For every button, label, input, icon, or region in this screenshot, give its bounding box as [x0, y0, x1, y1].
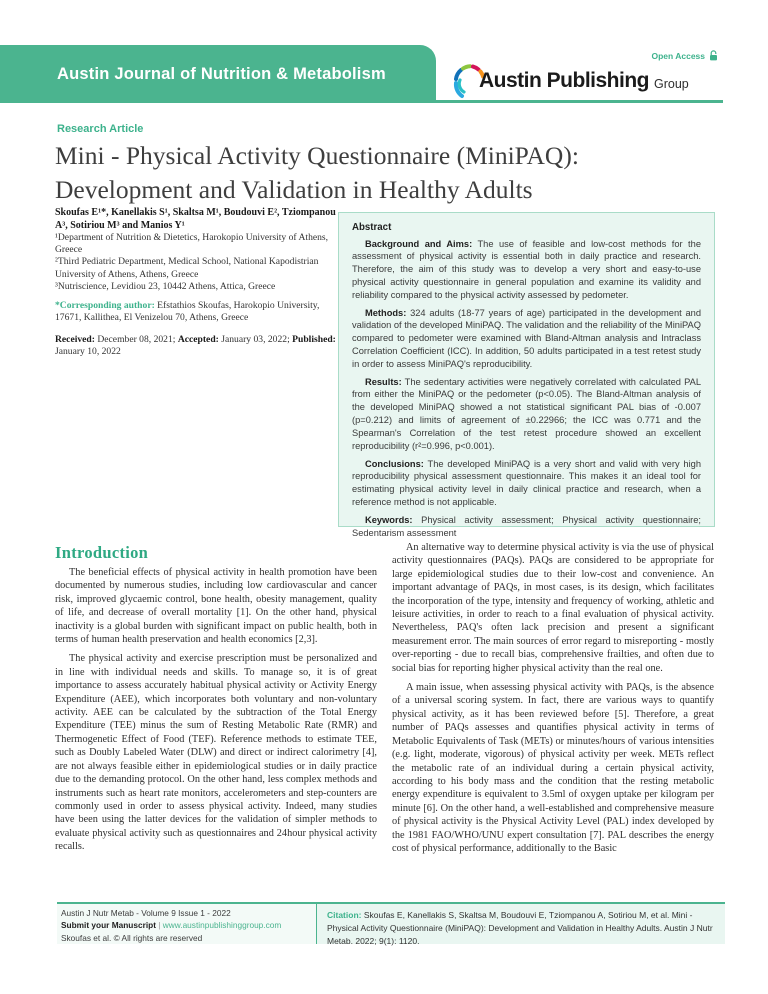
body-column-left [55, 566, 377, 854]
publisher-url-link[interactable]: www.austinpublishinggroup.com [162, 920, 282, 931]
published-value: January 10, 2022 [55, 346, 121, 358]
abstract-results-label: Results: [365, 376, 402, 387]
article-dates [55, 334, 345, 359]
footer-rights-line: Skoufas et al. © All rights are reserved [61, 932, 203, 943]
affiliation-2: ²Third Pediatric Department, Medical School, National Kapodistrian University of Athens, Athens, Greece [55, 256, 319, 280]
abstract-background [352, 238, 701, 303]
abstract-results [352, 376, 701, 453]
abstract-heading: Abstract [352, 222, 392, 233]
publisher-name: Austin Publishing [479, 69, 649, 92]
intro-paragraph-3: An alternative way to determine physical activity is via the use of physical activity questionnaires (PAQs). PAQs are considered to be appropriate for large epidemiological studies due to their low-cost and convenience. An important advantage of PAQs, in most cases, is its design, which facilitates the incorporation of the type, intensity and frequency of working, athletic and leisure activities, in order to reach to a final evaluation of physical activity. Nevertheless, PAQ's often lack precision and present a significant measurement error. The main sources of error regard to misreporting - mostly over-reporting - due to recall bias, comprehensive frailties, and often due to social bias for reporting higher physical activity than the real one. [392, 542, 714, 674]
abstract-conclusions-label: Conclusions: [365, 458, 424, 469]
abstract-keywords-label: Keywords: [365, 514, 413, 525]
submit-manuscript-label: Submit your Manuscript [61, 920, 156, 931]
abstract-methods-text: 324 adults (18-77 years of age) participated in the development and validation of the developed MiniPAQ. The validation and the reliability of the MiniPAQ compared to pedometer were examined with Bland-Altman analysis and Intraclass Correlation Coefficient (ICC). In addition, 50 adults participated in a test retest study in order to assess MiniPAQ's reproducibility. [352, 307, 701, 370]
corresponding-author-text: Efstathios Skoufas, Harokopio University, 17671, Kallithea, El Venizelou 70, Athens, Greece [55, 300, 320, 324]
footer-left-block [61, 907, 311, 944]
abstract-box [338, 212, 715, 538]
intro-paragraph-4: A main issue, when assessing physical activity with PAQs, is the absence of a universal scoring system. In fact, there are various ways to quantify physical activity, as it has been reviewed before [5]. Therefore, a great number of PAQs assesses and quantifies physical activity in terms of Metabolic Equivalents of Task (METs) or minutes/hours of various intensities (e.g. light, moderate, vigorous) of physical activity per week. METs reflect the metabolic rate of an individual during a certain physical activity, according to his body mass and the condition that the resting metabolic energy expenditure is equivalent to 3.5ml of oxygen uptake per kilogram per minute [6]. On the other hand, a well-established and comprehensive measure of physical activity is the Physical Activity Level (PAL) index developed by the 1981 FAO/WHO/UNU expert consultation [7]. PAL describes the energy cost of physical performance, additionally to the Basic [392, 682, 714, 854]
affiliation-3: ³Nutriscience, Levidiou 23, 10442 Athens, Attica, Greece [55, 280, 276, 292]
intro-paragraph-2: The physical activity and exercise prescription must be personalized and in line with individual needs and skills. To manage so, it is of great importance to assess accurately habitual physical activity or Activity Energy Expenditure (AEE), which incorporates both voluntary and non-voluntary activity. AEE can be calculated by the subtraction of the Total Energy Expenditure (TEE) minus the sum of Resting Metabolic Rate (RMR) and Thermogenetic Effect of Food (TEF). Reference methods to estimate TEE, such as Doubly Labeled Water (DLW) and direct or indirect calorimetry [4], are not always feasible either in epidemiological studies or in daily practice due to the demanding protocol. On the other hand, less complex methods and instruments such as heart rate monitors, accelerometers and step-counters are commonly used in order to assess physical activity. Indeed, many studies have been using the latter devices for the validation of simpler methods to evaluate physical activity such as questionnaires and 24hour physical activity recalls. [55, 653, 377, 853]
open-lock-icon [709, 50, 718, 61]
accepted-label: Accepted: [177, 333, 219, 345]
publisher-suffix: Group [654, 77, 689, 91]
page-footer [57, 902, 725, 944]
article-type-label: Research Article [57, 123, 144, 135]
author-names: Skoufas E¹*, Kanellakis S¹, Skaltsa M¹, Boudouvi E², Tziompanou A³, Sotiriou M³ and Manios Y¹ [55, 207, 336, 231]
open-access-label: Open Access [651, 50, 705, 61]
citation-box [316, 904, 725, 944]
corresponding-author-label: *Corresponding author: [55, 300, 155, 312]
footer-separator: | [158, 920, 161, 931]
body-column-right [392, 541, 714, 855]
publisher-logo[interactable] [452, 63, 724, 99]
journal-banner [0, 45, 436, 103]
received-value: December 08, 2021; [94, 333, 178, 345]
affiliation-1: ¹Department of Nutrition & Dietetics, Harokopio University of Athens, Greece [55, 232, 329, 256]
abstract-background-text: The use of feasible and low-cost methods for the assessment of physical activity is essential both in daily practice and research. Therefore, the aim of this study was to develop a very short and easy-to-use physical activity questionnaire in general population and examine its validity and reliability compared to the physical activity assessed by pedometer. [352, 238, 701, 301]
citation-label: Citation: [327, 910, 362, 920]
corresponding-author [55, 300, 345, 325]
intro-paragraph-1: The beneficial effects of physical activity in health promotion have been documented by numerous studies, including low cardiovascular and cancer risk, improved glycaemic control, bone health, obesity management, quality of life, and decrease of overall mortality [1]. On the other hand, physical inactivity is a global burden with significant impact on public health, both in terms of human health preservation and health economics [2,3]. [55, 567, 377, 646]
abstract-conclusions [352, 458, 701, 510]
authors-block [55, 206, 345, 359]
abstract-keywords [352, 514, 701, 540]
journal-title: Austin Journal of Nutrition & Metabolism [57, 64, 386, 83]
header-divider [436, 100, 723, 103]
footer-journal-line: Austin J Nutr Metab - Volume 9 Issue 1 - 2022 [61, 908, 231, 918]
abstract-background-label: Background and Aims: [365, 238, 473, 249]
abstract-methods-label: Methods: [365, 307, 407, 318]
footer-submit-line [61, 919, 311, 931]
accepted-value: January 03, 2022; [218, 333, 293, 345]
abstract-results-text: The sedentary activities were negatively correlated with calculated PAL from either the MiniPAQ or the pedometer (p<0.05). The Bland-Altman analysis of the developed MiniPAQ showed a not statistical significant PAL bias of -0.007 (p=0.212) and limits of agreement of ±0.22966; the ICC was 0.771 and the Spearman's Correlation of the test retest procedure showed an excellent reproducibility (r²=0.996, p<0.001). [352, 376, 701, 452]
introduction-heading: Introduction [55, 543, 149, 562]
article-title: Mini - Physical Activity Questionnaire (MiniPAQ): Development and Validation in Healthy Adults [55, 141, 579, 204]
abstract-conclusions-text: The developed MiniPAQ is a very short and valid with very high reproducibility physical assessment questionnaire. This makes it an ideal tool for estimating physical activity level in daily clinical practice and research, when a reference method is not applicable. [352, 458, 701, 508]
received-label: Received: [55, 333, 95, 345]
citation-text: Skoufas E, Kanellakis S, Skaltsa M, Boudouvi E, Tziompanou A, Sotiriou M, et al. Mini - Physical Activity Questionnaire (MiniPAQ): Development and Validation in Healthy Adults. Austin J Nutr Metab. 2022; 9(1): 1120. [327, 910, 713, 946]
published-label: Published: [292, 333, 336, 345]
abstract-keywords-text: Physical activity assessment; Physical activity questionnaire; Sedentarism assessment [352, 514, 701, 538]
abstract-methods [352, 307, 701, 372]
open-access-link[interactable] [651, 50, 718, 61]
